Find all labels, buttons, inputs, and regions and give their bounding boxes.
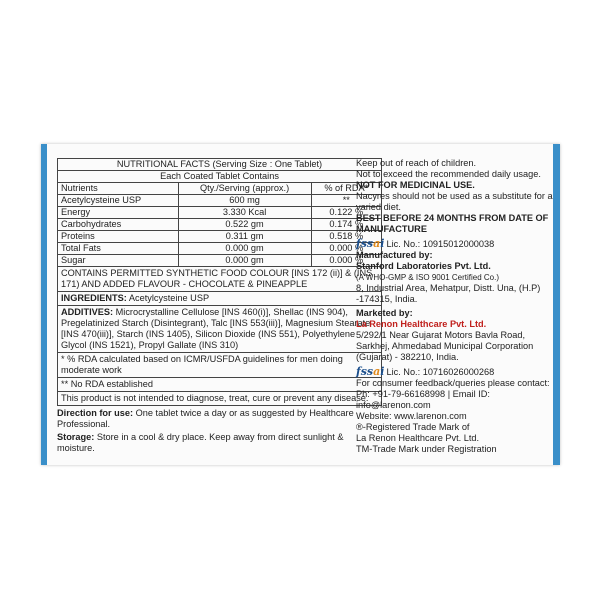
contact-info: Ph: +91-79-66168998 | Email ID: info@larenon.com	[356, 389, 490, 410]
table-row	[58, 219, 382, 231]
manufactured-by-label: Manufactured by:	[356, 250, 433, 260]
nutrient-name: Acetylcysteine USP	[58, 195, 179, 207]
nutrient-rda: 0.174 %	[311, 219, 381, 231]
nutrient-rda: 0.000 %	[311, 243, 381, 255]
storage-label: Storage:	[57, 432, 95, 442]
license-2: Lic. No.: 10716026000268	[386, 367, 495, 377]
manufacturer-name: Stanford Laboratories Pvt. Ltd.	[356, 261, 491, 271]
product-label-panel	[41, 144, 560, 465]
table-row	[58, 255, 382, 267]
nutrient-name: Total Fats	[58, 243, 179, 255]
substitute-warning: Nacyres should not be used as a substitute for a varied diet.	[356, 191, 553, 212]
table-row	[58, 195, 382, 207]
nutrient-name: Proteins	[58, 231, 179, 243]
marketer-address: 5/292/1 Near Gujarat Motors Bavla Road, Sarkhej, Ahmedabad Municipal Corporation (Gujarat) - 382210, India.	[356, 330, 534, 362]
fssai-line-2	[356, 366, 554, 378]
right-blue-stripe	[553, 144, 560, 465]
nutrient-qty: 0.522 gm	[178, 219, 311, 231]
no-rda-note: ** No RDA established	[57, 378, 382, 392]
nutrition-subtitle: Each Coated Tablet Contains	[58, 171, 382, 183]
nutrient-qty: 0.000 gm	[178, 243, 311, 255]
disclaimer: This product is not intended to diagnose, treat, cure or prevent any disease.	[57, 392, 382, 406]
best-before: BEST BEFORE 24 MONTHS FROM DATE OF MANUFACTURE	[356, 213, 549, 234]
fssai-logo-icon: fssai	[356, 237, 385, 250]
table-header-row	[58, 183, 382, 195]
trademark-line-2: La Renon Healthcare Pvt. Ltd.	[356, 433, 480, 443]
direction-block	[57, 406, 382, 430]
storage-text: Store in a cool & dry place. Keep away from direct sunlight & moisture.	[57, 432, 344, 453]
rda-note: * % RDA calculated based on ICMR/USFDA guidelines for men doing moderate work	[57, 353, 382, 378]
additives-block	[57, 306, 382, 353]
nutrient-rda: 0.122 %	[311, 207, 381, 219]
nutrient-qty: 0.311 gm	[178, 231, 311, 243]
ingredients-block	[57, 292, 382, 306]
direction-label: Direction for use:	[57, 408, 134, 418]
nutrient-name: Carbohydrates	[58, 219, 179, 231]
manufacturer-address: 8, Industrial Area, Mehatpur, Distt. Una, (H.P) -174315, India.	[356, 283, 541, 304]
trademark-line-1: ®-Registered Trade Mark of	[356, 422, 470, 432]
not-medicinal: NOT FOR MEDICINAL USE.	[356, 180, 475, 190]
storage-block	[57, 430, 382, 454]
nutrition-table	[57, 158, 385, 267]
ingredients-label: INGREDIENTS:	[61, 293, 127, 303]
nutrient-qty: 0.000 gm	[178, 255, 311, 267]
additives-text: Microcrystalline Cellulose [INS 460(i)], Shellac (INS 904), Pregelatinized Starch (Disintegrant), Talc [INS 553(iii)], Magnesium Stearate [INS 470(iii)], Starch (INS 1405), Silicon Dioxide (INS 551), Polyethylene Glycol (INS 1521), Propyl Gallate (INS 310)	[61, 307, 371, 350]
nutrient-qty: 3.330 Kcal	[178, 207, 311, 219]
additives-label: ADDITIVES:	[61, 307, 114, 317]
header-rda: % of RDA*	[311, 183, 381, 195]
info-section	[356, 158, 554, 455]
trademark-line-3: TM-Trade Mark under Registration	[356, 444, 497, 454]
table-row	[58, 207, 382, 219]
nutrient-name: Sugar	[58, 255, 179, 267]
reach-warning: Keep out of reach of children.	[356, 158, 477, 168]
nutrient-rda: **	[311, 195, 381, 207]
nutrient-rda: 0.000 %	[311, 255, 381, 267]
table-row	[58, 243, 382, 255]
colour-note: CONTAINS PERMITTED SYNTHETIC FOOD COLOUR [INS 172 (ii)] & (INS 171) AND ADDED FLAVOUR - CHOCOLATE & PINEAPPLE	[57, 267, 382, 292]
nutrition-title: NUTRITIONAL FACTS (Serving Size : One Tablet)	[58, 159, 382, 171]
nutrient-qty: 600 mg	[178, 195, 311, 207]
header-nutrients: Nutrients	[58, 183, 179, 195]
feedback-text: For consumer feedback/queries please contact:	[356, 378, 550, 388]
license-1: Lic. No.: 10915012000038	[386, 239, 495, 249]
direction-text: One tablet twice a day or as suggested by Healthcare Professional.	[57, 408, 354, 429]
marketer-name: La Renon Healthcare Pvt. Ltd.	[356, 319, 487, 329]
manufacturer-cert: (A WHO-GMP & ISO 9001 Certified Co.)	[356, 273, 500, 282]
ingredients-text: Acetylcysteine USP	[126, 293, 210, 303]
dose-warning: Not to exceed the recommended daily usage.	[356, 169, 541, 179]
fssai-line-1	[356, 238, 554, 250]
header-qty: Qty./Serving (approx.)	[178, 183, 311, 195]
nutrient-rda: 0.518 %	[311, 231, 381, 243]
fssai-logo-icon: fssai	[356, 365, 385, 378]
nutrient-name: Energy	[58, 207, 179, 219]
marketed-by-label: Marketed by:	[356, 308, 413, 318]
left-blue-stripe	[41, 144, 47, 465]
website: Website: www.larenon.com	[356, 411, 467, 421]
table-row	[58, 231, 382, 243]
